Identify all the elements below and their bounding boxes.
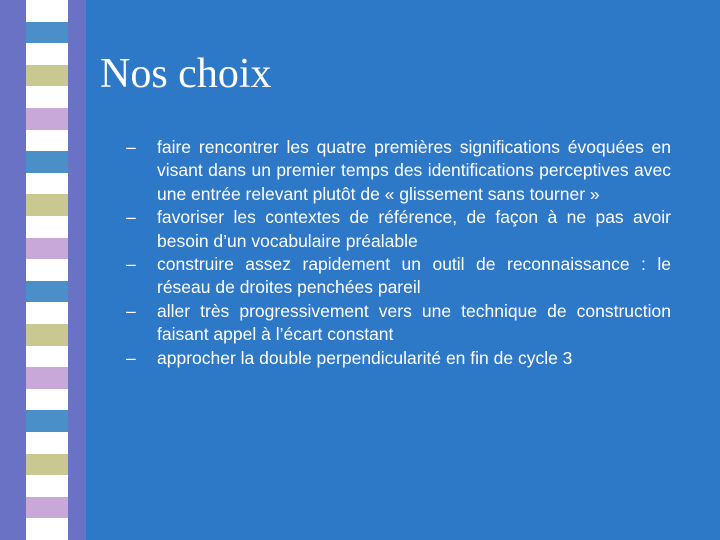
decorative-stripe xyxy=(26,151,68,173)
bullet-text: approcher la double perpendicularité en fin de cycle 3 xyxy=(157,347,573,368)
bullet-dash: – xyxy=(126,207,136,228)
decorative-stripe xyxy=(26,367,68,389)
decorative-stripe xyxy=(26,173,68,195)
bullet-text: aller très progressivement vers une technique de construction faisant appel à l’écart constant xyxy=(157,300,671,345)
decorative-stripe xyxy=(26,86,68,108)
decorative-stripe xyxy=(26,238,68,260)
bullet-text: faire rencontrer les quatre premières significations évoquées en visant dans un premier temps des identifications perceptives avec une entrée relevant plutôt de « glissement sans tourner » xyxy=(157,137,671,204)
decorative-stripe xyxy=(26,302,68,324)
decorative-stripe xyxy=(26,130,68,152)
bullet-item xyxy=(126,347,671,370)
decorative-stripe xyxy=(26,194,68,216)
decorative-stripe xyxy=(26,497,68,519)
decorative-stripe xyxy=(26,475,68,497)
decorative-stripe xyxy=(26,22,68,44)
bullet-dash: – xyxy=(126,300,136,321)
decorative-stripe xyxy=(26,43,68,65)
decorative-stripe xyxy=(26,389,68,411)
decorative-stripe xyxy=(26,259,68,281)
decorative-stripe xyxy=(26,108,68,130)
bullet-text: construire assez rapidement un outil de reconnaissance : le réseau de droites penchées pareil xyxy=(157,254,671,298)
bullet-item xyxy=(126,300,671,347)
bullet-item xyxy=(126,136,671,206)
decorative-stripe xyxy=(26,454,68,476)
bullet-item xyxy=(126,206,671,253)
decorative-stripe xyxy=(26,432,68,454)
bullet-dash: – xyxy=(126,254,136,275)
decorative-stripe xyxy=(26,281,68,303)
decorative-stripe xyxy=(26,410,68,432)
decorative-stripes xyxy=(26,0,68,540)
decorative-left-band xyxy=(0,0,86,540)
bullet-dash: – xyxy=(126,137,136,157)
decorative-stripe xyxy=(26,518,68,540)
decorative-stripe xyxy=(26,324,68,346)
decorative-stripe xyxy=(26,65,68,87)
bullet-item xyxy=(126,253,671,300)
slide-title: Nos choix xyxy=(100,51,272,97)
bullet-list xyxy=(126,136,671,370)
decorative-stripe xyxy=(26,0,68,22)
bullet-text: favoriser les contextes de référence, de façon à ne pas avoir besoin d’un vocabulaire préalable xyxy=(157,207,671,251)
decorative-stripe xyxy=(26,216,68,238)
decorative-stripe xyxy=(26,346,68,368)
bullet-dash: – xyxy=(126,347,136,368)
